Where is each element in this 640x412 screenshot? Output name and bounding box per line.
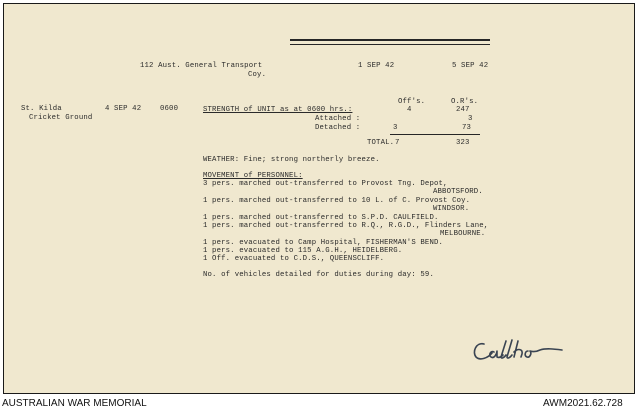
strength-other-ranks: 247 [456,106,470,114]
total-rule [390,134,480,135]
movement-line: 1 pers. marched out-transferred to 10 L. of C. Provost Coy. [203,197,471,205]
date-from: 1 SEP 42 [358,62,395,70]
detached-officers: 3 [393,124,398,132]
movement-line: 3 pers. marched out-transferred to Provost Tng. Depot, [203,180,448,188]
movement-line: 1 pers. evacuated to 115 A.G.H., HEIDELBERG. [203,247,403,255]
col-header-officers: Off's. [398,98,426,106]
movement-line: 1 pers. marched out-transferred to R.Q., R.G.D., Flinders Lane, [203,222,489,230]
header-rule-top [290,39,490,41]
total-other-ranks: 323 [456,139,470,147]
signature [470,338,565,364]
footer-institution: AUSTRALIAN WAR MEMORIAL [2,398,147,409]
strength-heading: STRENGTH of UNIT as at 0600 hrs.: [203,106,353,114]
col-header-other-ranks: O.R's. [451,98,479,106]
detached-label: Detached : [315,124,361,132]
unit-name: 112 Aust. General Transport [140,62,263,70]
movement-line: 1 pers. evacuated to Camp Hospital, FISHERMAN'S BEND. [203,239,444,247]
place: St. Kilda [21,105,62,113]
movement-line: 1 pers. marched out-transferred to S.P.D. CAULFIELD. [203,214,439,222]
movement-line: ABBOTSFORD. [433,188,483,196]
total-officers: 7 [395,139,400,147]
movement-line: MELBOURNE. [440,230,486,238]
movement-heading: MOVEMENT of PERSONNEL: [203,172,303,180]
detached-other-ranks: 73 [462,124,472,132]
attached-label: Attached : [315,115,361,123]
place-cont: Cricket Ground [29,114,93,122]
attached-other-ranks: 3 [468,115,473,123]
total-label: TOTAL. [367,139,395,147]
vehicles-line: No. of vehicles detailed for duties during day: 59. [203,271,434,279]
entry-time: 0600 [160,105,179,113]
movement-line: 1 Off. evacuated to C.D.S., QUEENSCLIFF. [203,255,385,263]
unit-name-cont: Coy. [248,71,267,79]
date-to: 5 SEP 42 [452,62,489,70]
entry-date: 4 SEP 42 [105,105,142,113]
weather-line: WEATHER: Fine; strong northerly breeze. [203,156,380,164]
strength-officers: 4 [407,106,412,114]
header-rule-bottom [290,44,490,45]
movement-line: WINDSOR. [433,205,470,213]
footer-accession-number: AWM2021.62.728 [543,398,623,409]
